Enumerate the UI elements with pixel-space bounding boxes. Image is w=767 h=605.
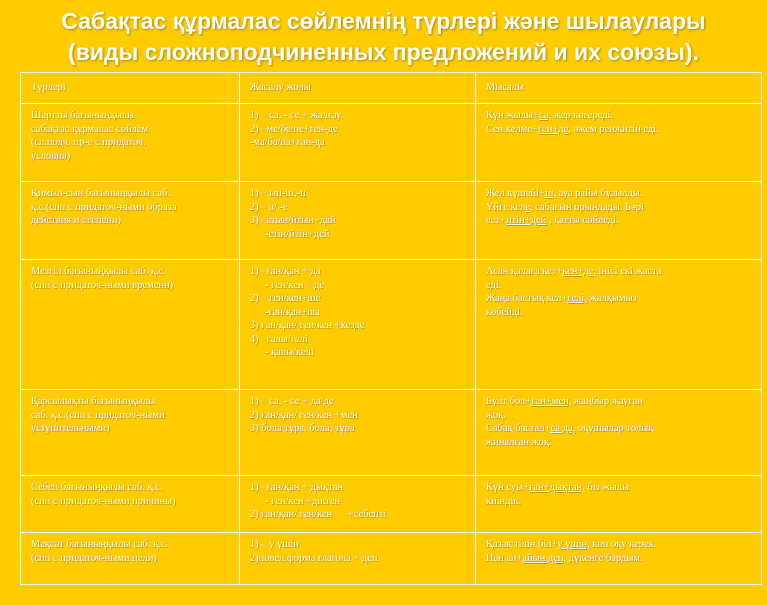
example-text: Жел күшейі+ [486, 188, 545, 199]
example-text: оқушылар толық [575, 423, 654, 434]
formation-line: 1) –ған/қан + дықтан [250, 482, 344, 493]
example-text: еді. [486, 279, 502, 291]
type-line: (спп с придаточ-ными причины) [31, 495, 176, 507]
examples-cell [476, 104, 762, 182]
formation-line: -ма/ба/па+ған-да [250, 137, 325, 148]
examples-cell [476, 260, 762, 390]
formation-line: 2)повел.форма глагола + деп [250, 552, 378, 564]
formation-line: 2) –ме/бе/пе+ген-де [250, 123, 338, 135]
example-line [486, 481, 754, 495]
example-text: Бұлт бол+ [486, 396, 532, 407]
example-text: көбейді. [486, 306, 523, 318]
table-body [21, 104, 762, 585]
formation-line: 1) – са, - се + да/де [250, 396, 334, 407]
example-line [486, 422, 754, 436]
title-line-2: (виды сложноподчиненных предложений и их союзы). [68, 39, 699, 65]
table-row [21, 182, 762, 260]
example-line [486, 306, 754, 320]
example-line [486, 538, 754, 552]
table-row [21, 390, 762, 476]
formation-line: 2) – ген/кен+ше [250, 293, 321, 304]
type-line: қ.с.(спп с придаточ-ными образа [31, 201, 177, 213]
example-text: Сен келме+ [486, 123, 539, 135]
table-row [21, 104, 762, 182]
example-suffix-underlined: са, [539, 110, 552, 121]
formation-line: 3) бола тұра, бола, тұра [250, 423, 355, 434]
formation-line: 4) –ғалы/гелі [250, 333, 308, 345]
example-text: киіндік. [486, 495, 522, 507]
example-text: жиналған жоқ. [486, 436, 552, 448]
type-line: Себеп бағыныңқылы саб. қ.с. [31, 482, 163, 493]
formation-cell [240, 260, 476, 390]
formation-line: 3) ған/қан/ ген/кен +кезде [250, 320, 365, 331]
example-text: жалқымыз [587, 293, 637, 304]
page-title [0, 6, 767, 68]
example-text: біз жылы [584, 482, 630, 493]
example-suffix-underlined: ған+дықтан, [529, 482, 585, 493]
type-line: саб. қ.с.(спп с придаточ-ными [31, 409, 165, 421]
example-text: ест+ [486, 215, 507, 226]
type-line: уступительными) [31, 423, 110, 434]
example-text: Үйге кел [486, 201, 526, 213]
header-types: Түрлері [21, 73, 240, 104]
example-text: сабағын орындады. Бәрі [532, 201, 645, 213]
example-suffix-underlined: гелі, [567, 293, 588, 304]
type-cell [21, 104, 240, 182]
example-text: жоқ. [486, 409, 506, 421]
example-text: әжем ренжитін еді. [571, 123, 659, 135]
examples-cell [476, 533, 762, 585]
formation-cell [240, 390, 476, 476]
formation-line: 2) ған/қан/ ген/кен +мен [250, 409, 358, 421]
type-cell [21, 182, 240, 260]
example-line [486, 292, 754, 306]
type-cell [21, 476, 240, 533]
example-line [486, 395, 754, 409]
example-text: Нан ал+ [486, 552, 523, 564]
formation-cell [240, 476, 476, 533]
type-line: (спп с придаточ-ными времени) [31, 279, 174, 291]
example-line [486, 409, 754, 423]
examples-cell [476, 182, 762, 260]
formation-line: 1) –ған/қан + да [250, 266, 321, 277]
example-line [486, 201, 754, 215]
example-text: Асан қалаға кет+ [486, 266, 563, 277]
examples-cell [476, 476, 762, 533]
formation-line: 1) – ып-іп,-п [250, 188, 306, 199]
example-line [486, 552, 754, 566]
formation-line: 3) –атын/йтын+дай [250, 215, 336, 226]
example-suffix-underlined: у үшін, [557, 539, 590, 550]
type-line: (сл.подч. пр-е с придаточ. [31, 137, 146, 148]
example-text: , қатты сөйледі. [546, 215, 619, 226]
example-text: көп оқу керек. [589, 539, 657, 550]
table-row [21, 533, 762, 585]
type-line: Шартты бағыныңқылы [31, 110, 135, 121]
formation-line: 2) – а/ -е [250, 201, 288, 213]
examples-cell [476, 390, 762, 476]
formation-line: - ген/кен +діктен [265, 495, 341, 507]
header-formation: Жасалу жолы [240, 73, 476, 104]
example-text: Қазақ тілін біл+ [486, 539, 558, 550]
example-text: Күн жылы+ [486, 110, 540, 121]
example-text: Сабақ бастал+ [486, 423, 551, 434]
example-text: Күн суы+ [486, 482, 530, 493]
formation-line: 1) – у үшін [250, 539, 299, 550]
conjunctions-table [20, 72, 762, 585]
example-suffix-underlined: итін+дей [506, 215, 547, 226]
formation-line: - қалы/келі [265, 347, 314, 358]
title-line-1: Сабақтас құрмалас сөйлемнің түрлері және шылаулары [61, 8, 706, 34]
example-suffix-underlined: ған+мен, [531, 396, 572, 407]
example-text: дүкенге бардым. [566, 552, 643, 564]
example-line [486, 109, 754, 123]
example-suffix-underlined: е, [525, 201, 533, 213]
example-text: інісі екі жаста [596, 266, 662, 277]
type-cell [21, 390, 240, 476]
example-suffix-underlined: са да, [550, 423, 576, 434]
type-line: условия) [31, 150, 71, 162]
example-line [486, 436, 754, 450]
example-line [486, 123, 754, 137]
type-line: Қимыл-сын бағыныңқылы саб. [31, 188, 171, 199]
type-line: Мақсат бағыныңқылы саб. қ.с. [31, 539, 169, 550]
type-line: Қарсылықты бағыныңқылы [31, 396, 156, 407]
type-cell [21, 533, 240, 585]
formation-cell [240, 533, 476, 585]
formation-cell [240, 104, 476, 182]
example-text: Жаңа бастық кел+ [486, 293, 568, 304]
formation-cell [240, 182, 476, 260]
example-line [486, 279, 754, 293]
example-suffix-underlined: кен+де, [562, 266, 597, 277]
example-suffix-underlined: іп, [544, 188, 557, 199]
type-line: (спп с придаточ-ными цели) [31, 552, 157, 564]
table-row [21, 260, 762, 390]
formation-line: 1) – са, - се + жалғау. [250, 110, 344, 121]
example-line [486, 187, 754, 201]
example-line [486, 495, 754, 509]
header-examples: Мысалы [476, 73, 762, 104]
example-text: жаңбыр жауған [571, 396, 644, 407]
example-text: ауа райы бұзылды. [556, 188, 643, 199]
table-header-row [21, 73, 762, 104]
example-suffix-underlined: айын деп, [522, 552, 567, 564]
formation-line: -ған/қан+ша [265, 306, 321, 318]
type-line: сабақтас құрмалас сөйлем [31, 123, 149, 135]
formation-line: -етін/йтін+дей [265, 228, 330, 240]
example-line [486, 265, 754, 279]
example-line [486, 214, 754, 228]
type-line: Мезгіл бағыныңқылы саб. қ.с. [31, 266, 167, 277]
formation-line: - ген/кен – де [265, 279, 325, 291]
type-cell [21, 260, 240, 390]
formation-line: 2) ған/қан/ ген/кен +себепті [250, 509, 387, 520]
table-row [21, 476, 762, 533]
type-line: действия и степени) [31, 215, 122, 226]
example-suffix-underlined: ген+де, [538, 123, 572, 135]
example-text: жер көгереді. [551, 110, 614, 121]
